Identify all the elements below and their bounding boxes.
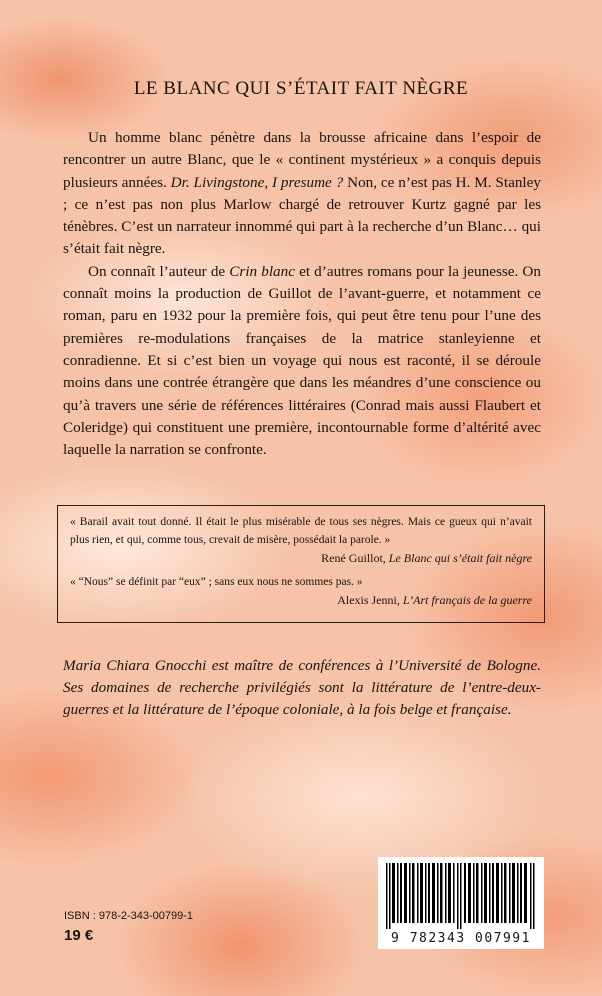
blurb-text: Non, ce n’est pas H. M. Stanley ; ce n’est pas non plus Marlow chargé de retrouver Kurtz gagné par les ténèbres. C’est un narrateur innommé qui part à la recherche d’un Blanc… qui s’était fait nègre. [63, 173, 541, 258]
book-title: LE BLANC QUI S’ÉTAIT FAIT NÈGRE [133, 78, 469, 99]
barcode-digits: 9 782343 007991 [391, 931, 531, 946]
blurb-text: et d’autres romans pour la jeunesse. On connaît moins la production de Guillot de l’avant-guerre, et notamment ce roman, paru en 1932 pour la première fois, qui peut être tenu pour l’une des premières re-modulations françaises de la matrice stanleyienne et conradienne. Et si c’est bien un voyage qui nous est raconté, il se déroule moins dans une contrée étrangère que dans les méandres d’une conscience ou qu’à travers une série de références littéraires (Conrad mais aussi Flaubert et Coleridge) qui constituent une première, incontournable forme d’altérité avec laquelle la narration se confronte. [63, 262, 541, 459]
quote-1: « Barail avait tout donné. Il était le plus misérable de tous ses nègres. Mais ce gueux qui n’avait plus rien, et qui, comme tous, crevait de misère, possédait la parole. » [70, 516, 532, 546]
blurb-text: On connaît l’auteur de [88, 262, 230, 280]
barcode [378, 857, 544, 949]
author-bio: Maria Chiara Gnocchi est maître de conférences à l’Université de Bologne. Ses domaines de recherche privilégiés sont la littérature de l’entre-deux-guerres et la littérature de l’époque coloniale, à la fois belge et française. [63, 657, 541, 719]
quote-work: Le Blanc qui s’était fait nègre [388, 551, 532, 565]
barcode-bars-icon [384, 863, 538, 929]
quote-2: « “Nous” se définit par “eux” ; sans eux nous ne sommes pas. » [70, 576, 363, 588]
isbn: ISBN : 978-2-343-00799-1 [64, 910, 194, 922]
blurb [63, 127, 541, 461]
blurb-paragraph-2 [63, 261, 541, 462]
epigraph-box [57, 505, 545, 623]
blurb-italic: Crin blanc [229, 262, 295, 280]
quote-2-attribution [70, 591, 532, 609]
blurb-text: Un homme blanc pénètre dans la brousse africaine dans l’espoir de rencontrer un autre Blanc, que le « continent mystérieux » a conquis depuis plusieurs années. [63, 129, 541, 191]
blurb-paragraph-1 [63, 127, 541, 261]
price: 19 € [64, 927, 94, 944]
quote-author: Alexis Jenni, [337, 593, 403, 607]
quote-work: L’Art français de la guerre [402, 593, 532, 607]
quote-author: René Guillot, [321, 551, 389, 565]
blurb-italic: Dr. Livingstone, I presume ? [170, 173, 344, 191]
quote-1-attribution [70, 549, 532, 567]
